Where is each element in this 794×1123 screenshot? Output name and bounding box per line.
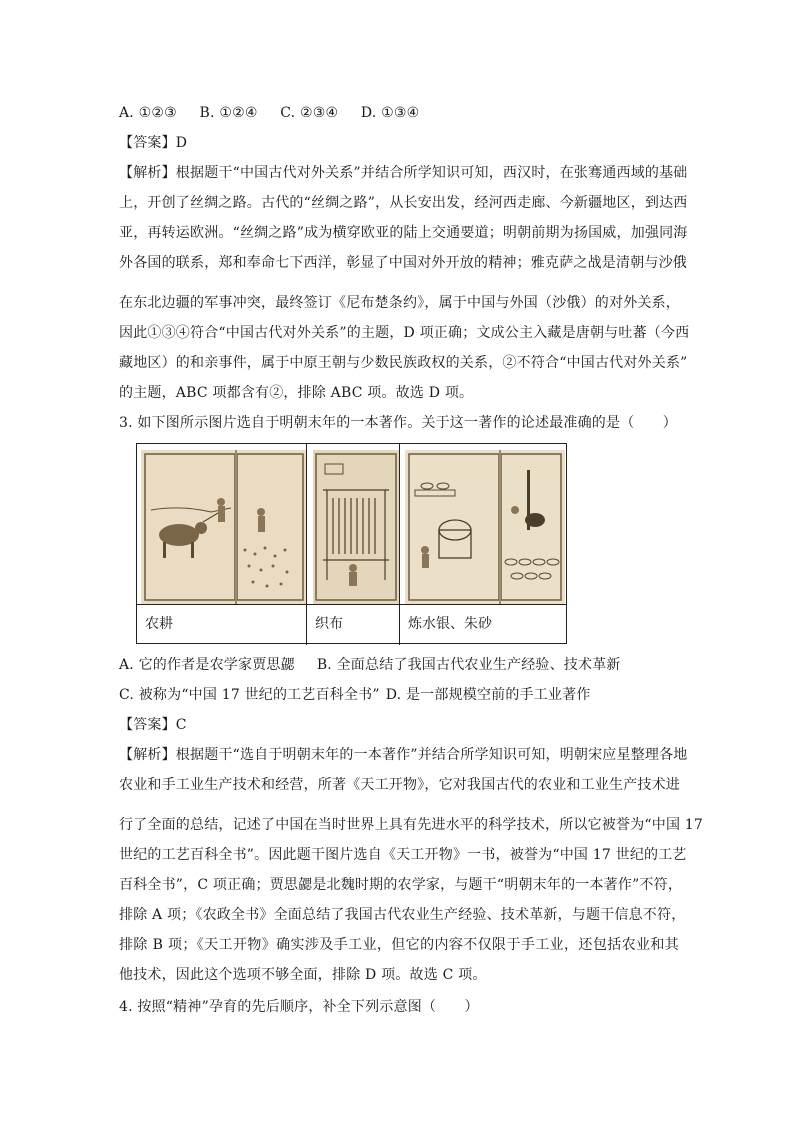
figure-caption-weaving: 织布 [315,616,343,632]
q3-options-row-1 [119,655,679,675]
q4-stem: 4. 按照“精神”孕育的先后顺序，补全下列示意图（ ） [119,999,479,1015]
q3-option-b: B. 全面总结了我国古代农业生产经验、技术革新 [316,657,621,673]
q3-analysis-line: 他技术，因此这个选项不够全面，排除 D 项。故选 C 项。 [119,967,487,983]
q3-analysis-line: 【解析】根据题干“选自于明朝末年的一本著作”并结合所学知识可知，明朝宋应星整理各地 [119,747,688,763]
q2-answer: 【答案】D [119,135,188,151]
q2-analysis-line: 【解析】根据题干“中国古代对外关系”并结合所学知识可知，西汉时，在张骞通西域的基础 [119,165,688,181]
q2-option-b: B. ①②④ [199,105,258,121]
q2-analysis-line: 上，开创了丝绸之路。古代的“丝绸之路”，从长安出发，经河西走廊、今新疆地区，到达西 [119,195,688,211]
weaving-illustration [313,450,399,604]
q3-option-c: C. 被称为“中国 17 世纪的工艺百科全书” [119,687,380,703]
mercury-cinnabar-illustration [405,450,565,604]
q3-answer: 【答案】C [119,717,187,733]
q3-stem: 3. 如下图所示图片选自于明朝末年的一本著作。关于这一著作的论述最准确的是（ ） [119,415,678,431]
q3-analysis-line: 排除 A 项；《农政全书》全面总结了我国古代农业生产经验、技术革新，与题干信息不符， [119,907,686,923]
q2-analysis-line: 因此①③④符合“中国古代对外关系”的主题，D 项正确；文成公主入藏是唐朝与吐蕃（今西 [119,325,690,341]
q2-option-c: C. ②③④ [280,105,339,121]
figure-caption-farming: 农耕 [145,616,173,632]
q2-options [119,103,679,123]
q3-analysis-line: 行了全面的总结，记述了中国在当时世界上具有先进水平的科学技术，所以它被誉为“中国 17 [119,817,704,833]
q2-analysis-line: 亚，再转运欧洲。“丝绸之路”成为横穿欧亚的陆上交通要道；明朝前期为扬国威，加强同海 [119,225,688,241]
q3-analysis-line: 百科全书”，C 项正确；贾思勰是北魏时期的农学家，与题干“明朝末年的一本著作”不符， [119,877,683,893]
q3-option-d: D. 是一部规模空前的手工业著作 [385,687,591,703]
q3-option-a: A. 它的作者是农学家贾思勰 [119,657,295,673]
q2-analysis-line: 的主题，ABC 项都含有②，排除 ABC 项。故选 D 项。 [119,385,474,401]
q3-analysis-line: 排除 B 项；《天工开物》确实涉及手工业，但它的内容不仅限于手工业，还包括农业和其 [119,937,679,953]
q2-analysis-line: 在东北边疆的军事冲突，最终签订《尼布楚条约》，属于中国与外国（沙俄）的对外关系， [119,295,680,311]
q3-analysis-line: 农业和手工业生产技术和经营，所著《天工开物》，它对我国古代的农业和工业生产技术进 [119,777,680,793]
farming-illustration [141,450,307,604]
q2-option-a: A. ①②③ [119,105,177,121]
q3-analysis-line: 世纪的工艺百科全书”。因此题干图片选自《天工开物》一书，被誉为“中国 17 世纪的工艺 [119,847,687,863]
q3-figure-table [136,443,567,644]
q2-analysis-line: 藏地区）的和亲事件，属于中原王朝与少数民族政权的关系，②不符合“中国古代对外关系” [119,355,688,371]
q2-analysis-line: 外各国的联系，郑和奉命七下西洋，彰显了中国对外开放的精神；雅克萨之战是清朝与沙俄 [119,255,687,271]
q2-option-d: D. ①③④ [360,105,420,121]
q3-options-row-2 [119,685,679,705]
figure-caption-mercury: 炼水银、朱砂 [408,616,492,632]
